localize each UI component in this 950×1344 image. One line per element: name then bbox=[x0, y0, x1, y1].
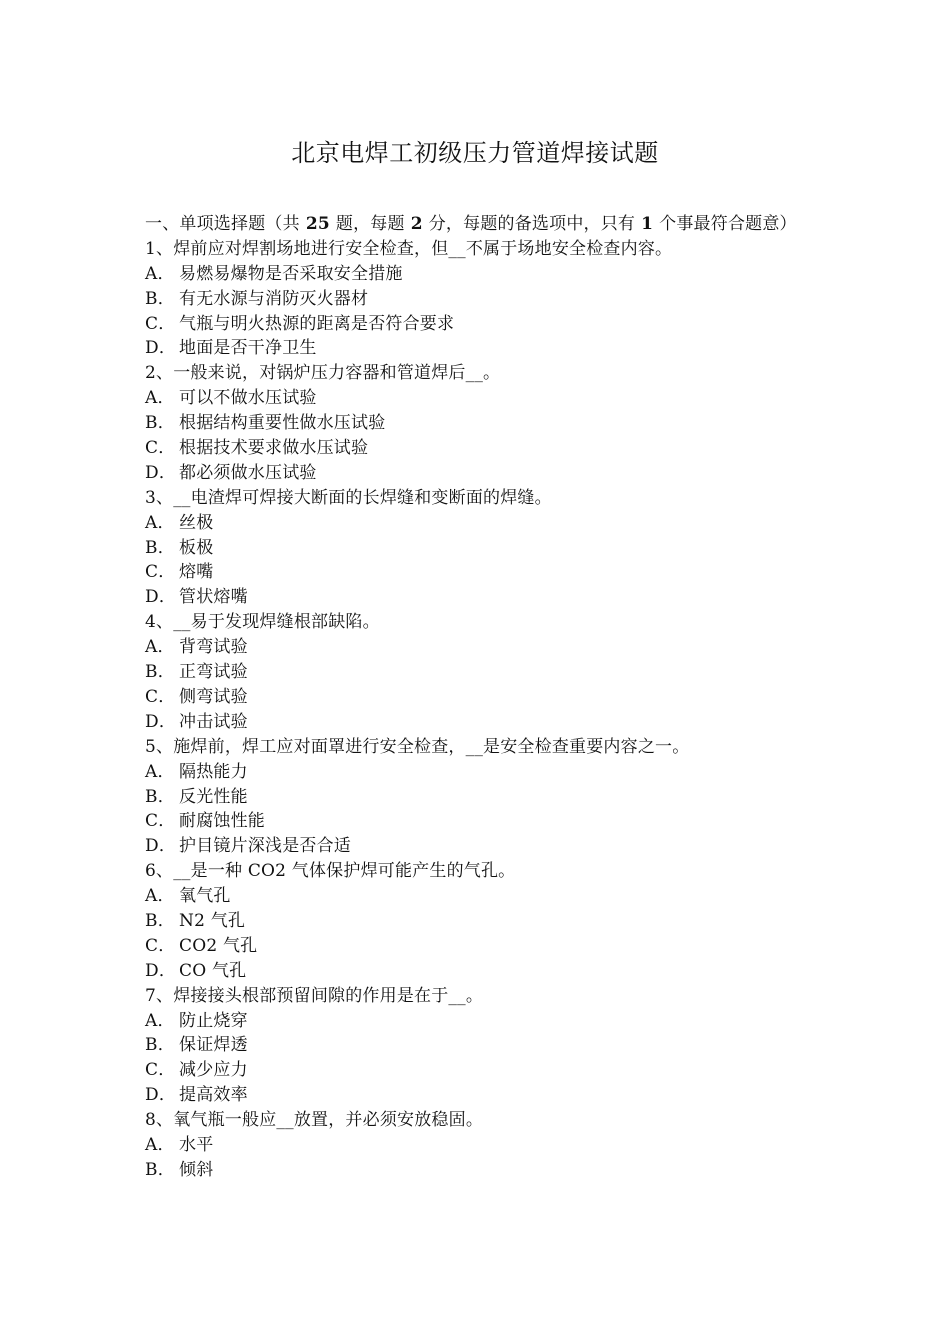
answer-option bbox=[145, 1158, 813, 1183]
option-letter: A． bbox=[145, 637, 175, 658]
option-letter: C． bbox=[145, 1060, 176, 1081]
option-letter: B． bbox=[145, 910, 175, 931]
option-letter: A． bbox=[145, 263, 175, 284]
question-stem: 6、__是一种 CO2 气体保护焊可能产生的气孔。 bbox=[145, 861, 516, 882]
answer-option bbox=[145, 511, 813, 536]
answer-option bbox=[145, 287, 813, 312]
answer-option bbox=[145, 461, 813, 486]
option-letter: C． bbox=[145, 438, 176, 459]
question-stem: 3、__电渣焊可焊接大断面的长焊缝和变断面的焊缝。 bbox=[145, 487, 552, 508]
option-text: 熔嘴 bbox=[179, 562, 214, 583]
question-stem: 8、氧气瓶一般应__放置，并必须安放稳固。 bbox=[145, 1110, 484, 1131]
option-text: CO2 气孔 bbox=[179, 935, 258, 956]
document-body bbox=[145, 212, 813, 1183]
option-text: 根据结构重要性做水压试验 bbox=[179, 413, 386, 434]
section-instructions bbox=[145, 212, 813, 237]
option-letter: A． bbox=[145, 512, 175, 533]
option-letter: D． bbox=[145, 836, 177, 857]
answer-option bbox=[145, 934, 813, 959]
option-text: 都必须做水压试验 bbox=[179, 462, 317, 483]
option-text: 隔热能力 bbox=[179, 761, 248, 782]
answer-option bbox=[145, 1009, 813, 1034]
option-text: N2 气孔 bbox=[179, 910, 246, 931]
option-letter: B． bbox=[145, 786, 175, 807]
option-letter: C． bbox=[145, 313, 176, 334]
option-letter: D． bbox=[145, 587, 177, 608]
option-text: 地面是否干净卫生 bbox=[179, 338, 317, 359]
option-text: 保证焊透 bbox=[179, 1035, 248, 1056]
instr-text: 题，每题 bbox=[335, 214, 405, 234]
instr-text: 一、单项选择题（共 bbox=[145, 214, 300, 234]
question-stem: 4、__易于发现焊缝根部缺陷。 bbox=[145, 612, 380, 633]
option-letter: D． bbox=[145, 462, 177, 483]
answer-option bbox=[145, 710, 813, 735]
option-letter: B． bbox=[145, 662, 175, 683]
option-text: 正弯试验 bbox=[179, 662, 248, 683]
option-letter: A． bbox=[145, 761, 175, 782]
option-text: 提高效率 bbox=[179, 1085, 248, 1106]
answer-option bbox=[145, 536, 813, 561]
answer-option bbox=[145, 834, 813, 859]
option-text: 易燃易爆物是否采取安全措施 bbox=[179, 263, 403, 284]
option-text: 耐腐蚀性能 bbox=[179, 811, 265, 832]
answer-option bbox=[145, 909, 813, 934]
option-letter: B． bbox=[145, 288, 175, 309]
option-letter: D． bbox=[145, 1085, 177, 1106]
question-stem: 5、施焊前，焊工应对面罩进行安全检查，__是安全检查重要内容之一。 bbox=[145, 736, 690, 757]
answer-option bbox=[145, 336, 813, 361]
option-letter: B． bbox=[145, 413, 175, 434]
answer-option bbox=[145, 1133, 813, 1158]
option-letter: C． bbox=[145, 811, 176, 832]
instr-text: 个事最符合题意） bbox=[659, 214, 797, 234]
answer-option bbox=[145, 386, 813, 411]
option-letter: A． bbox=[145, 388, 175, 409]
question-stem: 7、焊接接头根部预留间隙的作用是在于__。 bbox=[145, 985, 484, 1006]
option-text: 倾斜 bbox=[179, 1159, 214, 1180]
answer-option bbox=[145, 785, 813, 810]
page-title: 北京电焊工初级压力管道焊接试题 bbox=[291, 139, 659, 167]
option-letter: D． bbox=[145, 338, 177, 359]
instr-text: 分，每题的备选项中，只有 bbox=[428, 214, 636, 234]
option-text: 反光性能 bbox=[179, 786, 248, 807]
answer-option bbox=[145, 1058, 813, 1083]
answer-option bbox=[145, 685, 813, 710]
answer-option bbox=[145, 1083, 813, 1108]
option-text: 冲击试验 bbox=[179, 711, 248, 732]
option-letter: A． bbox=[145, 1134, 175, 1155]
option-text: 板极 bbox=[179, 537, 214, 558]
question-count: 25 bbox=[305, 214, 330, 234]
question-stem: 2、一般来说，对锅炉压力容器和管道焊后__。 bbox=[145, 363, 501, 384]
option-text: 管状熔嘴 bbox=[179, 587, 248, 608]
option-text: 丝极 bbox=[179, 512, 214, 533]
option-text: 水平 bbox=[179, 1134, 214, 1155]
option-text: 防止烧穿 bbox=[179, 1010, 248, 1031]
question-stem: 1、焊前应对焊割场地进行安全检查，但__不属于场地安全检查内容。 bbox=[145, 238, 673, 259]
answer-option bbox=[145, 884, 813, 909]
option-text: 侧弯试验 bbox=[179, 686, 248, 707]
answer-option bbox=[145, 585, 813, 610]
points-per-question: 2 bbox=[410, 214, 423, 234]
option-letter: A． bbox=[145, 1010, 175, 1031]
option-text: 有无水源与消防灭火器材 bbox=[179, 288, 369, 309]
option-letter: C． bbox=[145, 562, 176, 583]
option-text: 氧气孔 bbox=[179, 886, 231, 907]
answer-option bbox=[145, 809, 813, 834]
option-letter: C． bbox=[145, 935, 176, 956]
correct-count: 1 bbox=[641, 214, 654, 234]
option-letter: D． bbox=[145, 711, 177, 732]
option-letter: A． bbox=[145, 886, 175, 907]
answer-option bbox=[145, 560, 813, 585]
option-text: 根据技术要求做水压试验 bbox=[179, 438, 369, 459]
option-text: CO 气孔 bbox=[179, 960, 247, 981]
option-text: 护目镜片深浅是否合适 bbox=[179, 836, 351, 857]
answer-option bbox=[145, 635, 813, 660]
option-text: 背弯试验 bbox=[179, 637, 248, 658]
answer-option bbox=[145, 959, 813, 984]
option-letter: C． bbox=[145, 686, 176, 707]
option-letter: B． bbox=[145, 537, 175, 558]
answer-option bbox=[145, 436, 813, 461]
answer-option bbox=[145, 262, 813, 287]
answer-option bbox=[145, 760, 813, 785]
option-letter: B． bbox=[145, 1159, 175, 1180]
option-text: 气瓶与明火热源的距离是否符合要求 bbox=[179, 313, 455, 334]
option-letter: B． bbox=[145, 1035, 175, 1056]
answer-option bbox=[145, 660, 813, 685]
option-text: 可以不做水压试验 bbox=[179, 388, 317, 409]
option-letter: D． bbox=[145, 960, 177, 981]
answer-option bbox=[145, 1033, 813, 1058]
option-text: 减少应力 bbox=[179, 1060, 248, 1081]
answer-option bbox=[145, 312, 813, 337]
answer-option bbox=[145, 411, 813, 436]
